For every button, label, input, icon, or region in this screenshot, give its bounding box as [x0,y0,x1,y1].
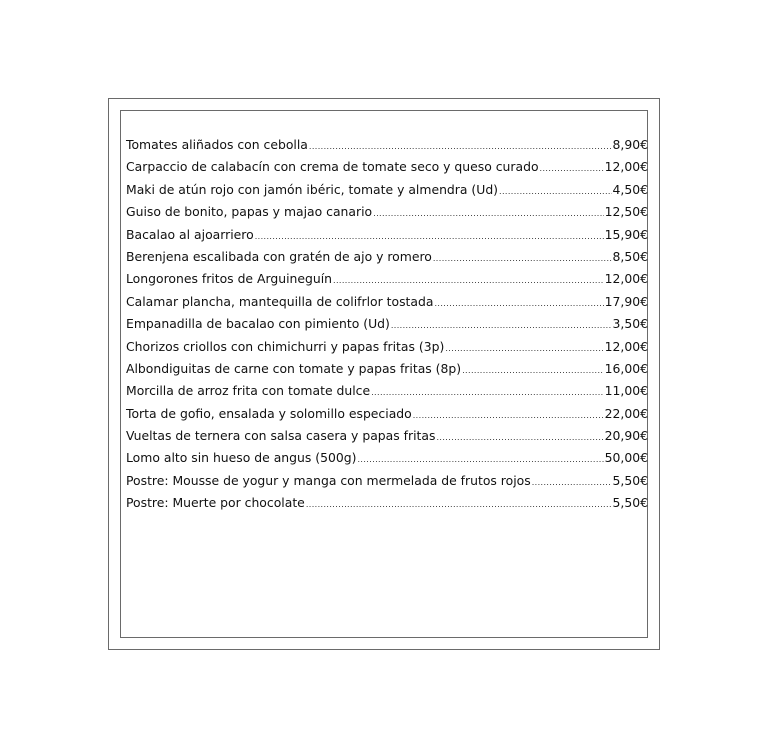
menu-item [126,224,648,246]
menu-item-price: 12,00€ [604,338,648,354]
menu-item [126,156,648,178]
menu-item-name: Vueltas de ternera con salsa casera y papas fritas [126,428,436,444]
menu-item-name: Berenjena escalibada con gratén de ajo y romero [126,248,432,264]
dot-leader [373,203,604,225]
menu-item [126,358,648,380]
menu-item-name: Postre: Mousse de yogur y manga con mermelada de frutos rojos [126,472,531,488]
menu-item-name: Guiso de bonito, papas y majao canario [126,204,373,220]
dot-leader [433,248,612,270]
menu-item-price: 12,50€ [604,204,648,220]
menu-item-name: Lomo alto sin hueso de angus (500g) [126,450,357,466]
menu-item [126,134,648,156]
menu-item-name: Calamar plancha, mantequilla de colifrlor tostada [126,293,434,309]
dot-leader [462,360,604,382]
menu-item [126,425,648,447]
menu-item [126,268,648,290]
menu-item [126,380,648,402]
dot-leader [436,427,603,449]
menu-item [126,201,648,223]
menu-item [126,336,648,358]
dot-leader [445,338,603,360]
dot-leader [499,181,612,203]
menu-item-name: Albondiguitas de carne con tomate y papas fritas (8p) [126,360,462,376]
menu-outer-frame [108,98,660,650]
menu-item-name: Chorizos criollos con chimichurri y papas fritas (3p) [126,338,445,354]
menu-item [126,492,648,514]
menu-item-name: Tomates aliñados con cebolla [126,137,308,152]
menu-item-name: Empanadilla de bacalao con pimiento (Ud) [126,316,390,332]
menu-item-price: 5,50€ [612,495,648,511]
menu-item-price: 17,90€ [604,293,648,309]
menu-inner-frame [120,110,648,638]
menu-item-name: Morcilla de arroz frita con tomate dulce [126,383,371,399]
menu-list [126,134,648,515]
menu-item-price: 12,00€ [604,159,648,175]
menu-item-price: 4,50€ [612,181,648,197]
menu-item-price: 8,50€ [612,248,648,264]
dot-leader [255,226,604,248]
menu-item-price: 11,00€ [604,383,648,399]
menu-item-name: Maki de atún rojo con jamón ibéric, tomate y almendra (Ud) [126,181,499,197]
menu-item-price: 50,00€ [604,450,648,466]
dot-leader [413,405,604,427]
dot-leader [306,494,612,516]
menu-item [126,246,648,268]
dot-leader [357,449,603,471]
menu-item-price: 12,00€ [604,271,648,287]
menu-item-price: 22,00€ [604,405,648,421]
menu-item [126,313,648,335]
dot-leader [333,270,604,292]
menu-item-price: 3,50€ [612,316,648,332]
menu-item-name: Bacalao al ajoarriero [126,226,254,242]
dot-leader [391,315,612,337]
menu-item-price: 15,90€ [604,226,648,242]
menu-item [126,291,648,313]
menu-item-name: Postre: Muerte por chocolate [126,495,305,511]
menu-item [126,470,648,492]
dot-leader [532,472,612,494]
dot-leader [540,158,604,180]
menu-item-price: 5,50€ [612,472,648,488]
dot-leader [371,382,604,404]
menu-item-name: Torta de gofio, ensalada y solomillo especiado [126,405,412,421]
menu-item [126,447,648,469]
menu-item-name: Carpaccio de calabacín con crema de tomate seco y queso curado [126,159,539,175]
menu-item-price: 16,00€ [604,360,648,376]
menu-item [126,403,648,425]
dot-leader [309,136,612,158]
menu-item-price: 8,90€ [612,137,648,152]
dot-leader [434,293,603,315]
menu-item-price: 20,90€ [604,428,648,444]
menu-item [126,179,648,201]
menu-item-name: Longorones fritos de Arguineguín [126,271,332,287]
